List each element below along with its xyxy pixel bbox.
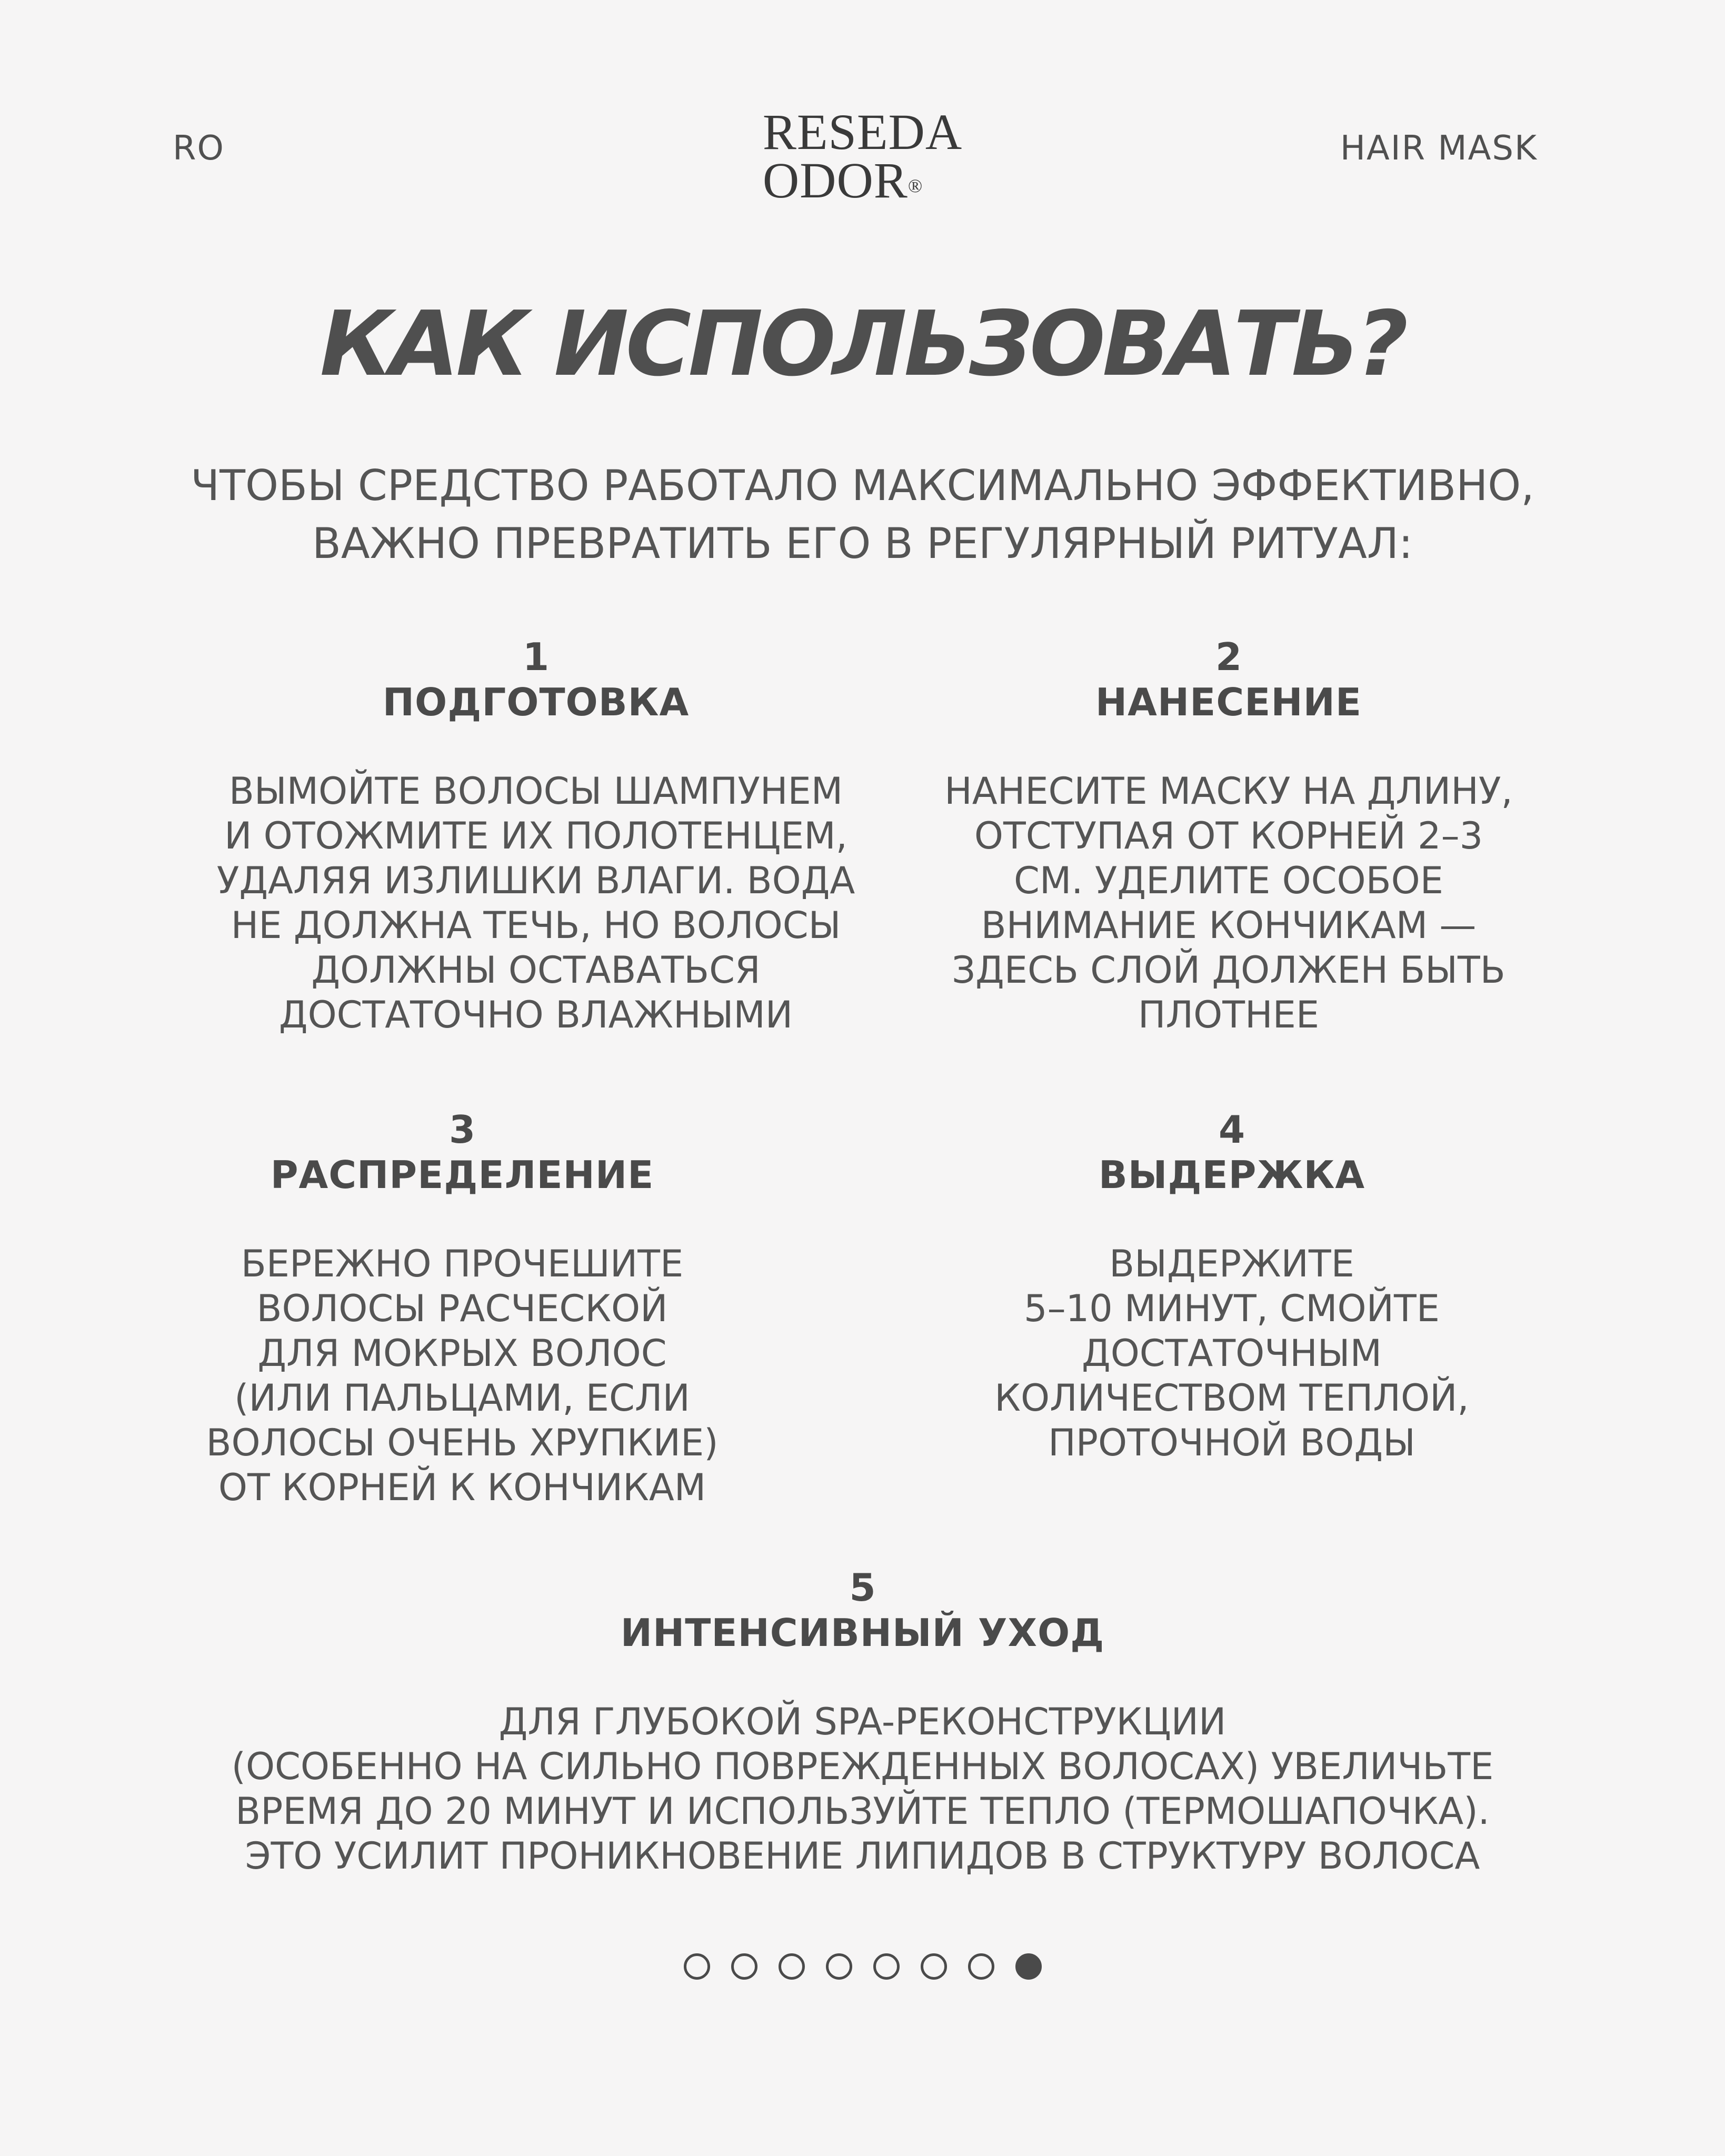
- pagination-dot[interactable]: [684, 1953, 710, 1980]
- step-heading: НАНЕСЕНИЕ: [1095, 680, 1362, 724]
- step-preparation: [167, 634, 904, 1037]
- step-description: [94, 1242, 831, 1510]
- pagination-dot[interactable]: [873, 1953, 900, 1980]
- step-line: (ИЛИ ПАЛЬЦАМИ, ЕСЛИ: [234, 1376, 690, 1420]
- step-heading: ПОДГОТОВКА: [382, 680, 690, 724]
- pagination-dot[interactable]: [731, 1953, 757, 1980]
- step-number: 3: [448, 1107, 476, 1152]
- pagination-dot[interactable]: [968, 1953, 994, 1980]
- pagination-dot-active[interactable]: [1015, 1953, 1042, 1980]
- step-number: 4: [1218, 1107, 1245, 1152]
- step-description: [0, 1700, 1725, 1879]
- carousel-pagination: [0, 1953, 1725, 1980]
- step-application: [860, 634, 1597, 1037]
- step-line: ОТСТУПАЯ ОТ КОРНЕЙ 2–3: [974, 814, 1483, 857]
- step-number: 1: [522, 635, 550, 679]
- step-intensive-care: [0, 1565, 1725, 1879]
- page-title: КАК ИСПОЛЬЗОВАТЬ?: [320, 292, 1405, 396]
- step-line: ОТ КОРНЕЙ К КОНЧИКАМ: [218, 1466, 706, 1509]
- step-line: ВЫМОЙТЕ ВОЛОСЫ ШАМПУНЕМ: [228, 770, 843, 813]
- intro-text: [0, 457, 1725, 573]
- step-number: 2: [1215, 635, 1242, 679]
- step-line: ПЛОТНЕЕ: [1138, 993, 1320, 1036]
- step-line: КОЛИЧЕСТВОМ ТЕПЛОЙ,: [994, 1376, 1469, 1420]
- step-line: ЗДЕСЬ СЛОЙ ДОЛЖЕН БЫТЬ: [952, 949, 1505, 992]
- step-line: НЕ ДОЛЖНА ТЕЧЬ, НО ВОЛОСЫ: [231, 904, 841, 947]
- step-description: [167, 769, 904, 1037]
- logo-line-1: RESEDA: [762, 104, 963, 160]
- step-line: ВОЛОСЫ ОЧЕНЬ ХРУПКИЕ): [206, 1421, 719, 1464]
- step-description: [860, 769, 1597, 1037]
- pagination-dot[interactable]: [779, 1953, 805, 1980]
- step-distribution: [94, 1107, 831, 1510]
- step-line: ПРОТОЧНОЙ ВОДЫ: [1048, 1421, 1415, 1464]
- step-line: ДОСТАТОЧНЫМ: [1082, 1332, 1382, 1375]
- step-line: ВРЕМЯ ДО 20 МИНУТ И ИСПОЛЬЗУЙТЕ ТЕПЛО (ТЕРМОШАПОЧКА).: [235, 1790, 1490, 1833]
- step-heading: ВЫДЕРЖКА: [1098, 1153, 1365, 1197]
- step-line: ДЛЯ МОКРЫХ ВОЛОС: [257, 1332, 667, 1375]
- step-line: ЭТО УСИЛИТ ПРОНИКНОВЕНИЕ ЛИПИДОВ В СТРУКТУРУ ВОЛОСА: [245, 1834, 1480, 1878]
- step-heading: ИНТЕНСИВНЫЙ УХОД: [620, 1611, 1105, 1655]
- step-line: (ОСОБЕННО НА СИЛЬНО ПОВРЕЖДЕННЫХ ВОЛОСАХ) УВЕЛИЧЬТЕ: [231, 1745, 1494, 1788]
- pagination-dot[interactable]: [826, 1953, 852, 1980]
- registered-mark: ®: [908, 175, 923, 196]
- step-line: И ОТОЖМИТЕ ИХ ПОЛОТЕНЦЕМ,: [224, 814, 847, 857]
- step-number: 5: [849, 1565, 876, 1610]
- step-line: НАНЕСИТЕ МАСКУ НА ДЛИНУ,: [944, 770, 1513, 813]
- step-line: СМ. УДЕЛИТЕ ОСОБОЕ: [1013, 859, 1443, 902]
- step-line: ДОСТАТОЧНО ВЛАЖНЫМИ: [278, 993, 793, 1036]
- step-line: ДОЛЖНЫ ОСТАВАТЬСЯ: [311, 949, 761, 992]
- product-label: HAIR MASK: [1340, 129, 1538, 168]
- step-heading: РАСПРЕДЕЛЕНИЕ: [270, 1153, 654, 1197]
- pagination-dot[interactable]: [921, 1953, 947, 1980]
- step-exposure: [863, 1107, 1600, 1465]
- intro-line: ЧТОБЫ СРЕДСТВО РАБОТАЛО МАКСИМАЛЬНО ЭФФЕКТИВНО,: [191, 461, 1534, 510]
- step-line: БЕРЕЖНО ПРОЧЕШИТЕ: [241, 1242, 684, 1285]
- step-line: ВНИМАНИЕ КОНЧИКАМ —: [981, 904, 1477, 947]
- step-line: ВОЛОСЫ РАСЧЕСКОЙ: [256, 1287, 668, 1330]
- logo-line-2: ODOR: [762, 152, 908, 208]
- step-line: ВЫДЕРЖИТЕ: [1109, 1242, 1354, 1285]
- step-line: ДЛЯ ГЛУБОКОЙ SPA-РЕКОНСТРУКЦИИ: [498, 1700, 1227, 1743]
- step-description: [863, 1242, 1600, 1465]
- language-label: RO: [173, 129, 225, 168]
- intro-line: ВАЖНО ПРЕВРАТИТЬ ЕГО В РЕГУЛЯРНЫЙ РИТУАЛ:: [312, 519, 1413, 568]
- step-line: УДАЛЯЯ ИЗЛИШКИ ВЛАГИ. ВОДА: [216, 859, 855, 902]
- step-line: 5–10 МИНУТ, СМОЙТЕ: [1024, 1287, 1440, 1330]
